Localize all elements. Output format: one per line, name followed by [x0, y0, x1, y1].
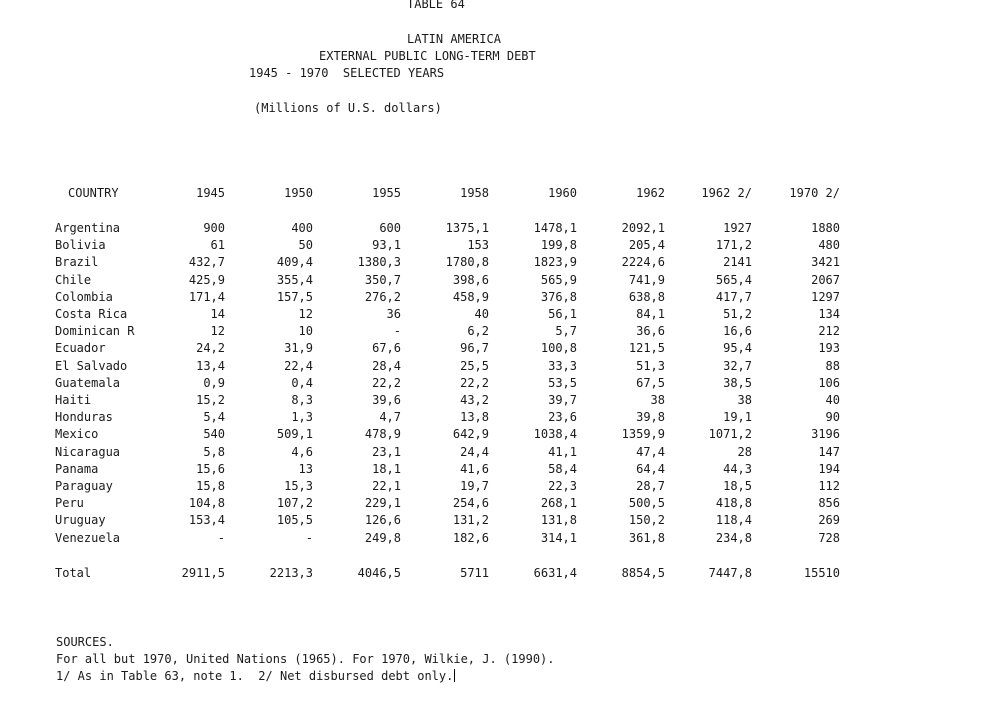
value-cell: 12: [298, 307, 313, 321]
table-row: [0, 324, 989, 341]
value-cell: 3421: [811, 255, 840, 269]
value-cell: 1380,3: [357, 255, 401, 269]
table-row: [0, 221, 989, 238]
value-cell: 50: [298, 238, 313, 252]
country-cell: Costa Rica: [55, 307, 128, 321]
value-cell: 398,6: [452, 273, 489, 287]
value-cell: 134: [818, 307, 840, 321]
subject-title: EXTERNAL PUBLIC LONG-TERM DEBT: [319, 49, 536, 63]
column-header-1962: 1962: [636, 186, 665, 200]
value-cell: 194: [818, 462, 840, 476]
value-cell: 25,5: [460, 359, 489, 373]
table-row: [0, 513, 989, 530]
value-cell: 478,9: [364, 427, 401, 441]
total-cell: 15510: [803, 566, 840, 580]
value-cell: 10: [298, 324, 313, 338]
value-cell: 38: [650, 393, 665, 407]
column-header-1945: 1945: [196, 186, 225, 200]
value-cell: 565,9: [540, 273, 577, 287]
value-cell: 36,6: [636, 324, 665, 338]
country-cell: El Salvado: [55, 359, 128, 373]
text-cursor: [454, 669, 455, 682]
value-cell: -: [217, 531, 225, 545]
value-cell: 2092,1: [621, 221, 665, 235]
value-cell: 31,9: [284, 341, 313, 355]
value-cell: 107,2: [276, 496, 313, 510]
total-cell: 5711: [460, 566, 489, 580]
value-cell: 856: [818, 496, 840, 510]
region-title: LATIN AMERICA: [407, 32, 501, 46]
value-cell: 1823,9: [533, 255, 577, 269]
country-cell: Paraguay: [55, 479, 113, 493]
value-cell: 67,5: [636, 376, 665, 390]
value-cell: 269: [818, 513, 840, 527]
value-cell: 314,1: [540, 531, 577, 545]
total-label: Total: [55, 566, 92, 580]
column-header-1955: 1955: [372, 186, 401, 200]
value-cell: 432,7: [188, 255, 225, 269]
value-cell: 276,2: [364, 290, 401, 304]
table-row: [0, 238, 989, 255]
value-cell: 182,6: [452, 531, 489, 545]
value-cell: 2224,6: [621, 255, 665, 269]
column-header-1950: 1950: [284, 186, 313, 200]
table-row: [0, 445, 989, 462]
value-cell: 24,2: [196, 341, 225, 355]
country-cell: Bolivia: [55, 238, 106, 252]
value-cell: 600: [379, 221, 401, 235]
value-cell: 147: [818, 445, 840, 459]
value-cell: 361,8: [628, 531, 665, 545]
value-cell: 409,4: [276, 255, 313, 269]
value-cell: 212: [818, 324, 840, 338]
value-cell: 1,3: [291, 410, 313, 424]
country-cell: Brazil: [55, 255, 99, 269]
value-cell: 268,1: [540, 496, 577, 510]
table-number: TABLE 64: [407, 0, 465, 11]
value-cell: -: [393, 324, 401, 338]
value-cell: -: [305, 531, 313, 545]
country-cell: Colombia: [55, 290, 113, 304]
total-cell: 7447,8: [708, 566, 752, 580]
country-cell: Panama: [55, 462, 99, 476]
value-cell: 38: [737, 393, 752, 407]
table-row: [0, 376, 989, 393]
country-cell: Mexico: [55, 427, 99, 441]
value-cell: 22,2: [372, 376, 401, 390]
total-cell: 2911,5: [181, 566, 225, 580]
notes-line[interactable]: [56, 669, 455, 683]
value-cell: 22,1: [372, 479, 401, 493]
total-cell: 2213,3: [269, 566, 313, 580]
value-cell: 900: [203, 221, 225, 235]
value-cell: 229,1: [364, 496, 401, 510]
value-cell: 5,7: [555, 324, 577, 338]
table-row: [0, 531, 989, 548]
value-cell: 41,6: [460, 462, 489, 476]
value-cell: 205,4: [628, 238, 665, 252]
value-cell: 1780,8: [445, 255, 489, 269]
country-column-header: COUNTRY: [68, 186, 119, 200]
value-cell: 38,5: [723, 376, 752, 390]
value-cell: 4,7: [379, 410, 401, 424]
value-cell: 131,2: [452, 513, 489, 527]
value-cell: 0,9: [203, 376, 225, 390]
country-cell: Uruguay: [55, 513, 106, 527]
value-cell: 540: [203, 427, 225, 441]
value-cell: 14: [210, 307, 225, 321]
value-cell: 376,8: [540, 290, 577, 304]
value-cell: 5,8: [203, 445, 225, 459]
value-cell: 32,7: [723, 359, 752, 373]
value-cell: 15,3: [284, 479, 313, 493]
value-cell: 2141: [723, 255, 752, 269]
value-cell: 28,4: [372, 359, 401, 373]
table-row: [0, 290, 989, 307]
value-cell: 425,9: [188, 273, 225, 287]
country-cell: Venezuela: [55, 531, 121, 545]
country-cell: Dominican R: [55, 324, 135, 338]
value-cell: 3196: [811, 427, 840, 441]
value-cell: 44,3: [723, 462, 752, 476]
value-cell: 40: [474, 307, 489, 321]
value-cell: 105,5: [276, 513, 313, 527]
country-cell: Chile: [55, 273, 92, 287]
value-cell: 51,2: [723, 307, 752, 321]
value-cell: 51,3: [636, 359, 665, 373]
value-cell: 64,4: [636, 462, 665, 476]
value-cell: 18,1: [372, 462, 401, 476]
total-row: [0, 566, 989, 583]
table-row: [0, 255, 989, 272]
value-cell: 43,2: [460, 393, 489, 407]
table-row: [0, 359, 989, 376]
value-cell: 39,6: [372, 393, 401, 407]
column-header-1958: 1958: [460, 186, 489, 200]
table-row: [0, 410, 989, 427]
value-cell: 171,4: [188, 290, 225, 304]
sources-label: SOURCES.: [56, 635, 114, 649]
value-cell: 355,4: [276, 273, 313, 287]
value-cell: 58,4: [548, 462, 577, 476]
value-cell: 458,9: [452, 290, 489, 304]
table-row: [0, 341, 989, 358]
value-cell: 13,8: [460, 410, 489, 424]
value-cell: 2067: [811, 273, 840, 287]
value-cell: 15,8: [196, 479, 225, 493]
value-cell: 728: [818, 531, 840, 545]
value-cell: 1297: [811, 290, 840, 304]
table-row: [0, 273, 989, 290]
value-cell: 96,7: [460, 341, 489, 355]
value-cell: 19,1: [723, 410, 752, 424]
value-cell: 39,7: [548, 393, 577, 407]
value-cell: 88: [825, 359, 840, 373]
column-header-1962-2: 1962 2/: [701, 186, 752, 200]
column-header-1970-2: 1970 2/: [789, 186, 840, 200]
country-cell: Haiti: [55, 393, 92, 407]
period-title: 1945 - 1970 SELECTED YEARS: [249, 66, 445, 80]
value-cell: 171,2: [715, 238, 752, 252]
total-cell: 8854,5: [621, 566, 665, 580]
total-cell: 6631,4: [533, 566, 577, 580]
value-cell: 24,4: [460, 445, 489, 459]
value-cell: 500,5: [628, 496, 665, 510]
value-cell: 417,7: [715, 290, 752, 304]
value-cell: 1478,1: [533, 221, 577, 235]
value-cell: 112: [818, 479, 840, 493]
units-note: (Millions of U.S. dollars): [254, 101, 442, 115]
value-cell: 1071,2: [708, 427, 752, 441]
value-cell: 33,3: [548, 359, 577, 373]
value-cell: 131,8: [540, 513, 577, 527]
value-cell: 56,1: [548, 307, 577, 321]
value-cell: 153: [467, 238, 489, 252]
country-cell: Guatemala: [55, 376, 121, 390]
value-cell: 153,4: [188, 513, 225, 527]
value-cell: 18,5: [723, 479, 752, 493]
value-cell: 93,1: [372, 238, 401, 252]
value-cell: 36: [386, 307, 401, 321]
table-row: [0, 479, 989, 496]
country-cell: Nicaragua: [55, 445, 121, 459]
value-cell: 0,4: [291, 376, 313, 390]
value-cell: 1375,1: [445, 221, 489, 235]
sources-line: For all but 1970, United Nations (1965). For 1970, Wilkie, J. (1990).: [56, 652, 555, 666]
value-cell: 28: [737, 445, 752, 459]
value-cell: 106: [818, 376, 840, 390]
value-cell: 126,6: [364, 513, 401, 527]
value-cell: 84,1: [636, 307, 665, 321]
value-cell: 638,8: [628, 290, 665, 304]
value-cell: 22,4: [284, 359, 313, 373]
table-row: [0, 427, 989, 444]
value-cell: 1038,4: [533, 427, 577, 441]
value-cell: 400: [291, 221, 313, 235]
table-row: [0, 496, 989, 513]
value-cell: 157,5: [276, 290, 313, 304]
value-cell: 5,4: [203, 410, 225, 424]
value-cell: 13,4: [196, 359, 225, 373]
value-cell: 480: [818, 238, 840, 252]
value-cell: 565,4: [715, 273, 752, 287]
value-cell: 193: [818, 341, 840, 355]
value-cell: 12: [210, 324, 225, 338]
country-cell: Ecuador: [55, 341, 106, 355]
value-cell: 23,1: [372, 445, 401, 459]
value-cell: 234,8: [715, 531, 752, 545]
column-header-1960: 1960: [548, 186, 577, 200]
value-cell: 22,2: [460, 376, 489, 390]
country-cell: Argentina: [55, 221, 121, 235]
value-cell: 16,6: [723, 324, 752, 338]
value-cell: 4,6: [291, 445, 313, 459]
value-cell: 67,6: [372, 341, 401, 355]
value-cell: 13: [298, 462, 313, 476]
value-cell: 199,8: [540, 238, 577, 252]
value-cell: 350,7: [364, 273, 401, 287]
value-cell: 15,6: [196, 462, 225, 476]
value-cell: 1359,9: [621, 427, 665, 441]
value-cell: 23,6: [548, 410, 577, 424]
value-cell: 418,8: [715, 496, 752, 510]
value-cell: 254,6: [452, 496, 489, 510]
value-cell: 39,8: [636, 410, 665, 424]
value-cell: 104,8: [188, 496, 225, 510]
value-cell: 100,8: [540, 341, 577, 355]
value-cell: 90: [825, 410, 840, 424]
value-cell: 95,4: [723, 341, 752, 355]
country-cell: Peru: [55, 496, 84, 510]
table-row: [0, 462, 989, 479]
value-cell: 121,5: [628, 341, 665, 355]
notes-text: 1/ As in Table 63, note 1. 2/ Net disbursed debt only.: [56, 669, 454, 683]
table-row: [0, 307, 989, 324]
value-cell: 150,2: [628, 513, 665, 527]
value-cell: 642,9: [452, 427, 489, 441]
table-row: [0, 393, 989, 410]
value-cell: 8,3: [291, 393, 313, 407]
value-cell: 15,2: [196, 393, 225, 407]
value-cell: 1927: [723, 221, 752, 235]
value-cell: 249,8: [364, 531, 401, 545]
value-cell: 40: [825, 393, 840, 407]
value-cell: 1880: [811, 221, 840, 235]
value-cell: 28,7: [636, 479, 665, 493]
country-cell: Honduras: [55, 410, 113, 424]
value-cell: 118,4: [715, 513, 752, 527]
value-cell: 19,7: [460, 479, 489, 493]
value-cell: 509,1: [276, 427, 313, 441]
value-cell: 741,9: [628, 273, 665, 287]
value-cell: 41,1: [548, 445, 577, 459]
total-cell: 4046,5: [357, 566, 401, 580]
value-cell: 47,4: [636, 445, 665, 459]
value-cell: 53,5: [548, 376, 577, 390]
value-cell: 22,3: [548, 479, 577, 493]
value-cell: 61: [210, 238, 225, 252]
value-cell: 6,2: [467, 324, 489, 338]
